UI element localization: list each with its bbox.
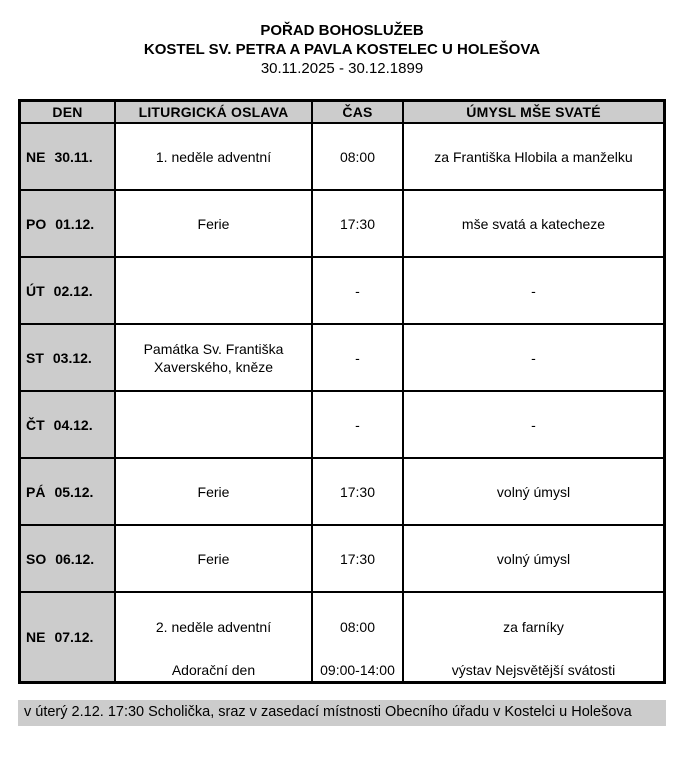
table-header-row bbox=[21, 102, 663, 122]
day-abbrev: PO bbox=[26, 215, 47, 232]
intention-line-1: za farníky bbox=[503, 619, 564, 635]
day-abbrev: SO bbox=[26, 550, 47, 567]
time-cell: 17:30 bbox=[313, 526, 404, 591]
intention-cell: - bbox=[531, 282, 536, 299]
page-title: POŘAD BOHOSLUŽEB bbox=[260, 22, 424, 39]
day-abbrev: ST bbox=[26, 349, 44, 366]
time-cell: - bbox=[313, 325, 404, 390]
celebration-cell: Ferie bbox=[116, 526, 313, 591]
celebration-line-2: Adorační den bbox=[171, 662, 256, 678]
time-cell: 17:30 bbox=[313, 459, 404, 524]
celebration-line-1: 2. neděle adventní bbox=[155, 619, 272, 635]
day-cell bbox=[21, 325, 116, 390]
day-date: 01.12. bbox=[55, 215, 95, 232]
day-date: 06.12. bbox=[55, 550, 95, 567]
time-cell: - bbox=[313, 392, 404, 457]
intention-cell: za Františka Hlobila a manželku bbox=[434, 148, 633, 165]
column-header-cas: ČAS bbox=[313, 102, 404, 122]
celebration-cell: Památka Sv. Františka Xaverského, kněze bbox=[116, 325, 313, 390]
day-abbrev: ČT bbox=[26, 416, 45, 433]
intention-cell: - bbox=[531, 349, 536, 366]
intention-cell: volný úmysl bbox=[496, 483, 571, 500]
celebration-cell: Ferie bbox=[116, 459, 313, 524]
celebration-cell bbox=[116, 593, 313, 681]
table-row bbox=[21, 591, 663, 681]
church-name: KOSTEL SV. PETRA A PAVLA KOSTELEC U HOLEŠOVA bbox=[143, 41, 541, 58]
table-row bbox=[21, 256, 663, 323]
table-row bbox=[21, 323, 663, 390]
intention-line-2: výstav Nejsvětější svátosti bbox=[451, 662, 616, 678]
time-cell: 08:00 bbox=[313, 124, 404, 189]
column-header-den: DEN bbox=[21, 102, 116, 122]
column-header-umysl: ÚMYSL MŠE SVATÉ bbox=[404, 102, 663, 122]
table-row bbox=[21, 390, 663, 457]
celebration-cell bbox=[116, 258, 313, 323]
day-date: 30.11. bbox=[54, 148, 93, 165]
day-date: 02.12. bbox=[53, 282, 93, 299]
day-date: 03.12. bbox=[52, 349, 92, 366]
day-abbrev: ÚT bbox=[26, 282, 45, 299]
day-cell bbox=[21, 593, 116, 681]
intention-cell bbox=[404, 593, 663, 681]
celebration-cell: 1. neděle adventní bbox=[116, 124, 313, 189]
day-date: 07.12. bbox=[54, 629, 94, 645]
day-abbrev: NE bbox=[26, 148, 46, 165]
day-cell bbox=[21, 459, 116, 524]
column-header-liturgicka-oslava: LITURGICKÁ OSLAVA bbox=[116, 102, 313, 122]
day-date: 04.12. bbox=[53, 416, 93, 433]
table-row bbox=[21, 524, 663, 591]
intention-cell: - bbox=[531, 416, 536, 433]
day-date: 05.12. bbox=[54, 483, 94, 500]
table-row bbox=[21, 457, 663, 524]
time-cell bbox=[313, 593, 404, 681]
day-cell bbox=[21, 258, 116, 323]
time-cell: - bbox=[313, 258, 404, 323]
footer-note: v úterý 2.12. 17:30 Scholička, sraz v zasedací místnosti Obecního úřadu v Kostelci u Holešova bbox=[18, 700, 666, 726]
day-cell bbox=[21, 392, 116, 457]
celebration-cell: Ferie bbox=[116, 191, 313, 256]
day-cell bbox=[21, 124, 116, 189]
document-header bbox=[0, 0, 684, 78]
day-cell bbox=[21, 526, 116, 591]
day-abbrev: NE bbox=[26, 629, 46, 645]
table-row bbox=[21, 122, 663, 189]
time-cell: 17:30 bbox=[313, 191, 404, 256]
schedule-table bbox=[18, 99, 666, 684]
table-row bbox=[21, 189, 663, 256]
celebration-cell bbox=[116, 392, 313, 457]
time-line-2: 09:00-14:00 bbox=[320, 662, 395, 678]
day-cell bbox=[21, 191, 116, 256]
day-abbrev: PÁ bbox=[26, 483, 46, 500]
date-range: 30.11.2025 - 30.12.1899 bbox=[260, 60, 424, 77]
intention-cell: mše svatá a katecheze bbox=[461, 215, 606, 232]
intention-cell: volný úmysl bbox=[496, 550, 571, 567]
time-line-1: 08:00 bbox=[339, 619, 376, 635]
